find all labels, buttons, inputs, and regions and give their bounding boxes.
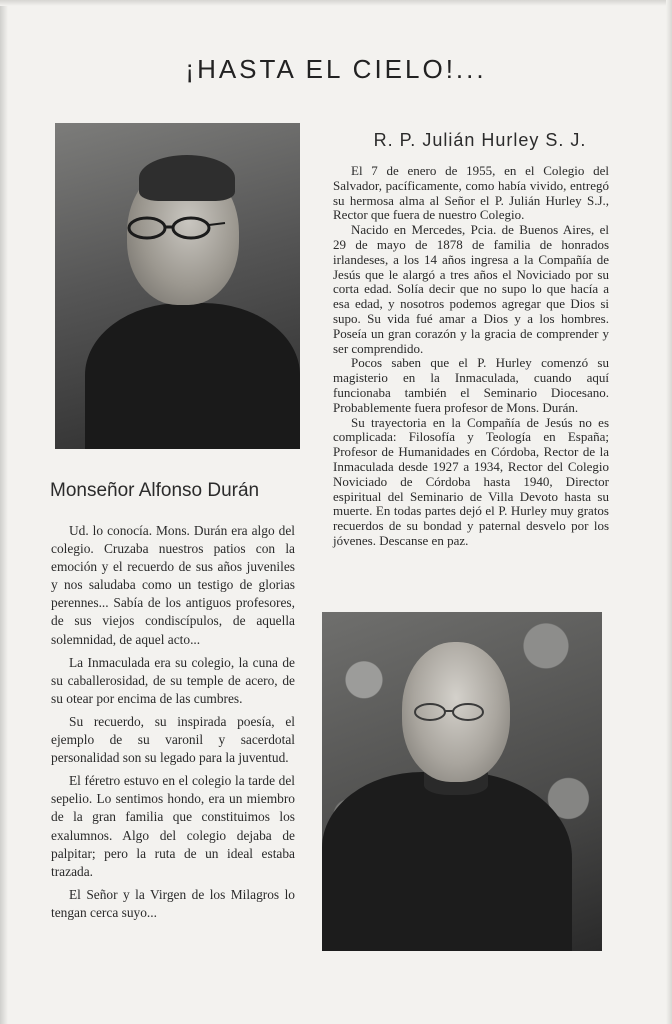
paragraph: La Inmaculada era su colegio, la cuna de su caballerosidad, de su temple de acero, de su otear por encima de las cumbres. bbox=[51, 654, 295, 706]
article-duran bbox=[51, 522, 295, 927]
hair-shape bbox=[139, 155, 235, 201]
paragraph: Ud. lo conocía. Mons. Durán era algo del colegio. Cruzaba nuestros patios con la emoción y el recuerdo de sus años juveniles y nos saludaba como un testigo de glorias perennes... Sabía de los antiguos profesores, de sus viejos condiscípulos, de aquella solemnidad, de aquel acto... bbox=[51, 523, 295, 647]
cassock-shape bbox=[322, 772, 572, 951]
paragraph: Su trayectoria en la Compañía de Jesús no es complicada: Filosofía y Teología en España; Profesor de Humanidades en Córdoba, Rector de la Inmaculada desde 1927 a 1934, Rector del Colegio Noviciado de Córdoba hasta 1940, Director espiritual del Seminario de Villa Devoto hasta su muerte. En todas partes dejó el P. Hurley muy gratos recuerdos de su bondad y paternal desvelo por los jóvenes. Descanse en paz. bbox=[333, 414, 609, 548]
page-edge bbox=[0, 0, 8, 1024]
portrait-photo-duran bbox=[55, 123, 300, 449]
page-edge-right bbox=[666, 0, 672, 1024]
paragraph: Pocos saben que el P. Hurley comenzó su magisterio en la Inmaculada, cuando aquí funcionaba también el Seminario Diocesano. Probablemente fuera profesor de Mons. Durán. bbox=[333, 355, 609, 415]
section-heading-duran: Monseñor Alfonso Durán bbox=[50, 480, 260, 501]
page-edge-top bbox=[0, 0, 672, 6]
page-title: ¡HASTA EL CIELO!... bbox=[185, 54, 487, 84]
article-hurley bbox=[333, 164, 609, 549]
section-heading-hurley: R. P. Julián Hurley S. J. bbox=[373, 130, 587, 150]
paragraph: Su recuerdo, su inspirada poesía, el ejemplo de su varonil y sacerdotal personalidad son su legado para la juventud. bbox=[51, 713, 295, 766]
cassock-shape bbox=[85, 303, 300, 449]
paragraph: Nacido en Mercedes, Pcia. de Buenos Aires, el 29 de mayo de 1878 de familia de honrados irlandeses, a los 14 años ingresa a la Compañía de Jesús que le alargó a tres años el Noviciado por su corta edad. Solía decir que no supo lo que hacía a esa edad, y nosotros podemos agregar que Dios si supo. Su vida fué amar a Dios y a los hombres. Poseía un gran corazón y la gracia de comprender y ser comprendido. bbox=[333, 222, 609, 356]
paragraph: El 7 de enero de 1955, en el Colegio del Salvador, pacíficamente, como había vivido, entregó su hermosa alma al Señor el P. Julián Hurley S.J., Rector que fuera de nuestro Colegio. bbox=[333, 163, 609, 223]
glasses-icon bbox=[402, 700, 502, 724]
paragraph: El féretro estuvo en el colegio la tarde del sepelio. Lo sentimos hondo, era un miembro de la gran familia que constituimos los exalumnos. Algo del colegio dejaba de palpitar; pero la ruta de un ideal estaba trazada. bbox=[51, 773, 295, 879]
glasses-icon bbox=[117, 215, 227, 241]
paragraph: El Señor y la Virgen de los Milagros lo tengan cerca suyo... bbox=[51, 886, 295, 920]
portrait-photo-hurley bbox=[322, 612, 602, 951]
